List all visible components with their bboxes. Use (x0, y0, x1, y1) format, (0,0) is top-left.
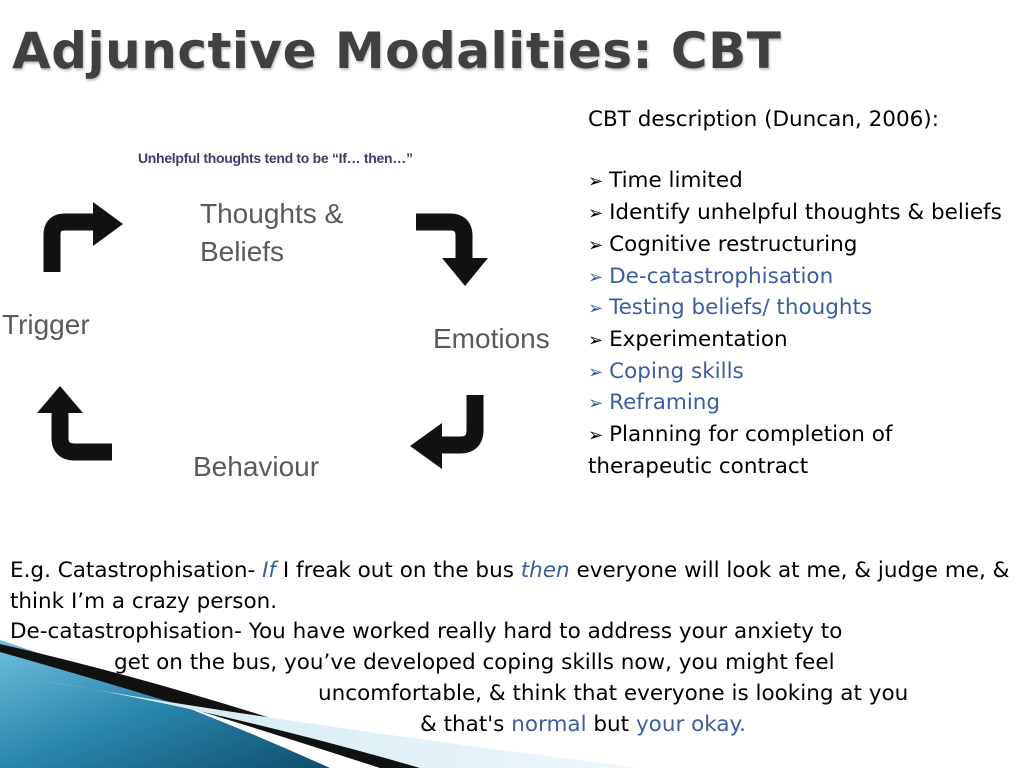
decatastrophisation-line2: get on the bus, you’ve developed coping skills now, you might feel (114, 650, 835, 676)
cbt-item-text: Identify unhelpful thoughts & beliefs (609, 200, 1002, 226)
node-trigger: Trigger (2, 309, 90, 340)
cbt-item (588, 420, 1008, 482)
cbt-item (588, 293, 1008, 325)
cbt-item (588, 230, 1008, 262)
arrow-bullet-icon: ➢ (588, 266, 604, 288)
node-thoughts-line1: Thoughts & (200, 198, 344, 229)
arrow-bullet-icon: ➢ (588, 203, 604, 225)
cbt-item-text: Planning for completion of therapeutic contract (588, 422, 893, 479)
decat-normal: normal (511, 711, 587, 737)
decat-okay: your okay. (635, 711, 747, 737)
example-text-block (10, 556, 1015, 740)
decat-line4-b: but (586, 711, 636, 737)
arrow-bullet-icon: ➢ (588, 298, 604, 320)
decatastrophisation-line3: uncomfortable, & think that everyone is looking at you (318, 680, 909, 706)
cbt-description-heading: CBT description (Duncan, 2006): (588, 107, 939, 132)
diagram-caption: Unhelpful thoughts tend to be “If… then…” (138, 150, 413, 166)
arrow-bullet-icon: ➢ (588, 171, 604, 193)
node-emotions: Emotions (433, 323, 550, 354)
cbt-item (588, 325, 1008, 357)
example-if: If (262, 558, 277, 583)
decatastrophisation-line1: De-catastrophisation- You have worked really hard to address your anxiety to (10, 619, 843, 645)
example-mid: I freak out on the bus (276, 558, 521, 583)
cbt-item-text: Testing beliefs/ thoughts (609, 295, 873, 321)
cbt-item-text: De-catastrophisation (609, 263, 834, 289)
cbt-item (588, 388, 1008, 420)
cbt-item-text: Reframing (609, 390, 721, 416)
cbt-cycle-diagram (0, 140, 570, 500)
cbt-feature-list (588, 166, 1008, 482)
node-behaviour: Behaviour (193, 451, 320, 482)
cbt-item (588, 262, 1008, 294)
arrow-bullet-icon: ➢ (588, 425, 604, 447)
cbt-item-text: Time limited (609, 168, 743, 194)
cbt-description-panel (588, 105, 1008, 482)
decatastrophisation-line4 (10, 710, 1015, 741)
example-prefix: E.g. Catastrophisation- (10, 558, 263, 583)
arrow-bullet-icon: ➢ (588, 329, 604, 351)
arrow-trigger-to-thoughts-icon (52, 202, 123, 272)
node-thoughts-line2: Beliefs (200, 236, 285, 267)
example-then: then (520, 558, 570, 583)
arrow-bullet-icon: ➢ (588, 393, 604, 415)
example-end: everyone will look at me, & judge me, & think I’m a crazy person. (10, 558, 1010, 614)
arrow-emotions-to-behaviour-icon (410, 395, 475, 469)
cbt-item-text: Cognitive restructuring (609, 231, 858, 257)
arrow-bullet-icon: ➢ (588, 234, 604, 256)
node-thoughts-beliefs (200, 195, 400, 271)
decat-line4-a: & that's (420, 711, 512, 737)
cbt-item (588, 166, 1008, 198)
cbt-item (588, 357, 1008, 389)
arrow-thoughts-to-emotions-icon (416, 222, 488, 286)
arrow-behaviour-to-trigger-icon (37, 386, 112, 452)
catastrophisation-example (10, 556, 1015, 617)
cbt-item-text: Coping skills (609, 358, 744, 384)
arrow-bullet-icon: ➢ (588, 361, 604, 383)
cbt-item (588, 198, 1008, 230)
cbt-item-text: Experimentation (609, 326, 788, 352)
slide-title: Adjunctive Modalities: CBT (12, 22, 782, 80)
